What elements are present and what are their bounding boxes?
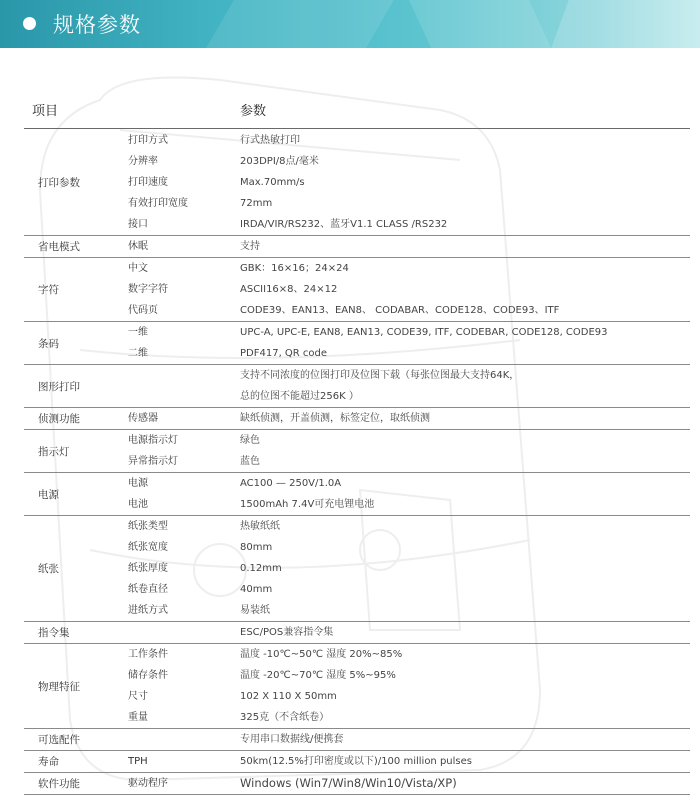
group-name: 侦测功能 [38,413,80,425]
spec-row [24,408,690,429]
spec-value: 蓝色 [240,456,260,467]
group-name: 电源 [38,488,59,501]
spec-group [24,236,690,258]
spec-value: ASCII16×8、24×12 [240,284,338,295]
spec-value: 1500mAh 7.4V可充电锂电池 [240,499,375,510]
spec-row [24,751,690,772]
spec-row [24,258,690,279]
spec-value: 325克（不含纸卷） [240,712,330,723]
spec-value: IRDA/VIR/RS232、蓝牙V1.1 CLASS /RS232 [240,219,448,230]
spec-item: 重量 [128,712,148,723]
group-name: 物理特征 [38,680,80,693]
spec-row [24,644,690,665]
spec-group [24,258,690,322]
spec-group [24,622,690,644]
spec-row [24,451,690,472]
spec-value: 102 X 110 X 50mm [240,691,337,702]
spec-group [24,130,690,236]
spec-value: 40mm [240,584,273,595]
spec-item: 二维 [128,348,148,359]
spec-item: 异常指示灯 [128,456,178,467]
spec-row [24,386,690,407]
group-name: 条码 [38,337,59,350]
spec-value: Windows (Win7/Win8/Win10/Vista/XP) [240,776,457,790]
spec-row [24,707,690,728]
spec-value: 温度 -10℃~50℃ 湿度 20%~85% [240,649,403,660]
spec-row [24,729,690,750]
spec-value: 支持不同浓度的位图打印及位图下载（每张位图最大支持64K， [240,370,520,381]
spec-item: 代码页 [128,305,158,316]
spec-item: 数字字符 [128,284,168,295]
spec-item: 打印方式 [128,135,168,146]
spec-value: UPC-A, UPC-E, EAN8, EAN13, CODE39, ITF, CODEBAR, CODE128, CODE93 [240,327,608,338]
spec-value: AC100 — 250V/1.0A [240,478,342,489]
group-name: 图形打印 [38,380,80,393]
spec-item: 电池 [128,499,148,510]
spec-value: 203DPI/8点/毫米 [240,156,319,167]
section-title: 规格参数 [53,13,141,37]
banner-facet [551,0,700,48]
spec-group [24,473,690,516]
spec-group [24,773,690,795]
spec-row [24,579,690,600]
spec-group [24,365,690,408]
spec-row [24,300,690,321]
spec-item: 进纸方式 [128,605,168,616]
column-header-param: 参数 [240,104,267,119]
spec-item: 尺寸 [128,691,148,702]
spec-item: 有效打印宽度 [128,198,188,209]
spec-item: 纸张类型 [128,521,168,532]
spec-item: 休眠 [128,241,148,252]
spec-group [24,644,690,729]
spec-item: 电源指示灯 [128,435,178,446]
spec-row [24,537,690,558]
spec-value: CODE39、EAN13、EAN8、 CODABAR、CODE128、CODE93、ITF [240,305,560,316]
spec-item: 驱动程序 [128,778,168,789]
spec-item: 接口 [128,219,148,230]
spec-row [24,193,690,214]
bullet-dot-icon [23,17,36,30]
group-name: 可选配件 [38,734,80,746]
banner-facet [409,0,551,48]
spec-value: 0.12mm [240,563,282,574]
spec-value: 50km(12.5%打印密度或以下)/100 million pulses [240,756,472,767]
group-name: 纸张 [38,563,59,575]
spec-value: 总的位图不能超过256K ） [240,391,359,402]
spec-row [24,600,690,621]
spec-item: 中文 [128,263,148,274]
spec-row [24,558,690,579]
spec-value: GBK：16×16；24×24 [240,263,349,274]
spec-value: 行式热敏打印 [240,135,300,146]
table-header [24,96,690,122]
spec-row [24,343,690,364]
spec-group [24,729,690,751]
spec-row [24,236,690,257]
group-name: 软件功能 [38,778,80,790]
spec-row [24,430,690,451]
column-header-item: 项目 [32,104,59,119]
spec-item: 电源 [128,478,148,489]
spec-row [24,773,690,794]
spec-group [24,430,690,473]
spec-row [24,130,690,151]
spec-row [24,365,690,386]
spec-value: 温度 -20℃~70℃ 湿度 5%~95% [240,670,396,681]
group-name: 指示灯 [38,445,70,458]
spec-item: 分辨率 [128,156,158,167]
spec-row [24,622,690,643]
spec-row [24,172,690,193]
spec-item: TPH [128,756,148,767]
spec-item: 打印速度 [128,177,168,188]
spec-value: ESC/POS兼容指令集 [240,627,334,638]
spec-item: 传感器 [128,413,158,424]
spec-group [24,322,690,365]
group-name: 寿命 [38,756,59,768]
spec-group [24,408,690,430]
spec-group [24,516,690,622]
spec-row [24,516,690,537]
group-name: 字符 [38,284,59,296]
section-banner [0,0,700,48]
spec-value: 热敏纸纸 [240,521,280,532]
spec-item: 纸张宽度 [128,542,168,553]
spec-row [24,151,690,172]
spec-value: 80mm [240,542,273,553]
spec-value: 绿色 [240,435,260,446]
spec-row [24,473,690,494]
group-name: 打印参数 [38,177,80,189]
spec-row [24,686,690,707]
spec-group [24,751,690,773]
spec-value: 专用串口数据线/便携套 [240,734,344,745]
spec-value: PDF417, QR code [240,348,328,359]
spec-value: 缺纸侦测，开盖侦测，标签定位，取纸侦测 [240,413,430,424]
spec-row [24,665,690,686]
banner-facet [206,0,394,48]
spec-row [24,214,690,235]
spec-value: 支持 [240,241,260,252]
spec-item: 工作条件 [128,649,168,660]
spec-item: 纸张厚度 [128,563,168,574]
spec-row [24,279,690,300]
spec-row [24,322,690,343]
spec-value: 易装纸 [240,605,270,616]
spec-item: 纸卷直径 [128,584,168,595]
group-name: 省电模式 [38,241,80,253]
spec-item: 一维 [128,327,148,338]
spec-row [24,494,690,515]
spec-value: Max.70mm/s [240,177,305,188]
spec-value: 72mm [240,198,273,209]
spec-item: 储存条件 [128,670,168,681]
header-divider [24,128,690,129]
group-name: 指令集 [38,627,70,639]
spec-table [24,130,690,795]
